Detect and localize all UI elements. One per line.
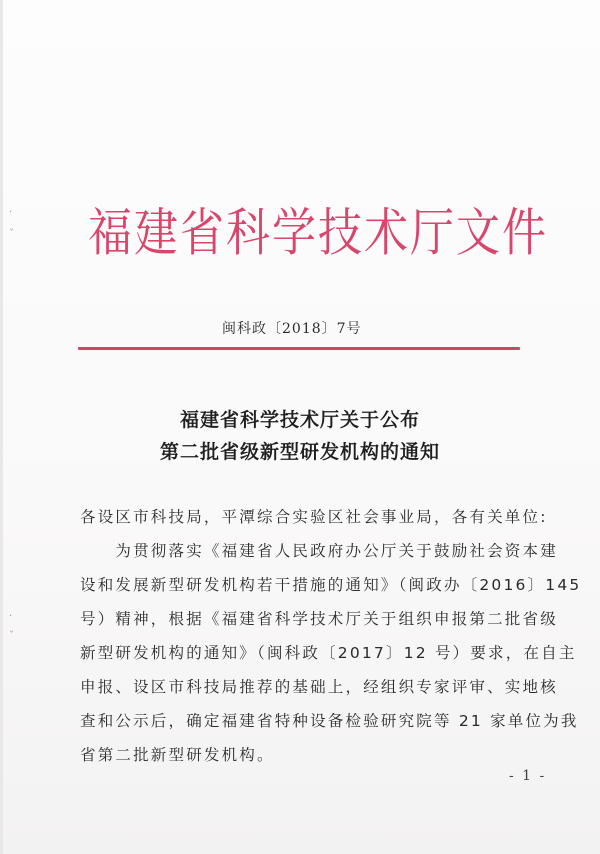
binding-mark: ˇ	[9, 229, 14, 240]
red-separator-rule	[78, 347, 520, 350]
body-line: 查和公示后，确定福建省特种设备检验研究院等 21 家单位为我	[80, 712, 579, 730]
notice-title-line-2: 第二批省级新型研发机构的通知	[159, 441, 440, 463]
body-line: 省第二批新型研发机构。	[80, 746, 275, 764]
body-line: 为贯彻落实《福建省人民政府办公厅关于鼓励社会资本建	[80, 542, 558, 560]
body-line: 新型研发机构的通知》（闽科政〔2017〕12 号）要求，在自主	[80, 644, 577, 662]
body-line: 号）精神，根据《福建省科学技术厅关于组织申报第二批省级	[80, 610, 558, 628]
document-number: 闽科政〔2018〕7号	[222, 321, 362, 337]
body-line: 申报、设区市科技局推荐的基础上，经组织专家评审、实地核	[80, 678, 558, 696]
notice-title-line-1: 福建省科学技术厅关于公布	[179, 409, 420, 431]
page-number: - 1 -	[509, 768, 547, 784]
body-line: 设和发展新型研发机构若干措施的通知》（闽政办〔2016〕145	[80, 576, 582, 594]
binding-mark: ·	[9, 207, 13, 218]
binding-mark: ·	[9, 611, 13, 622]
addressee-line: 各设区市科技局，平潭综合实验区社会事业局，各有关单位:	[80, 508, 548, 526]
document-masthead: 福建省科学技术厅文件	[88, 203, 548, 264]
binding-mark: ˇ	[9, 631, 14, 642]
